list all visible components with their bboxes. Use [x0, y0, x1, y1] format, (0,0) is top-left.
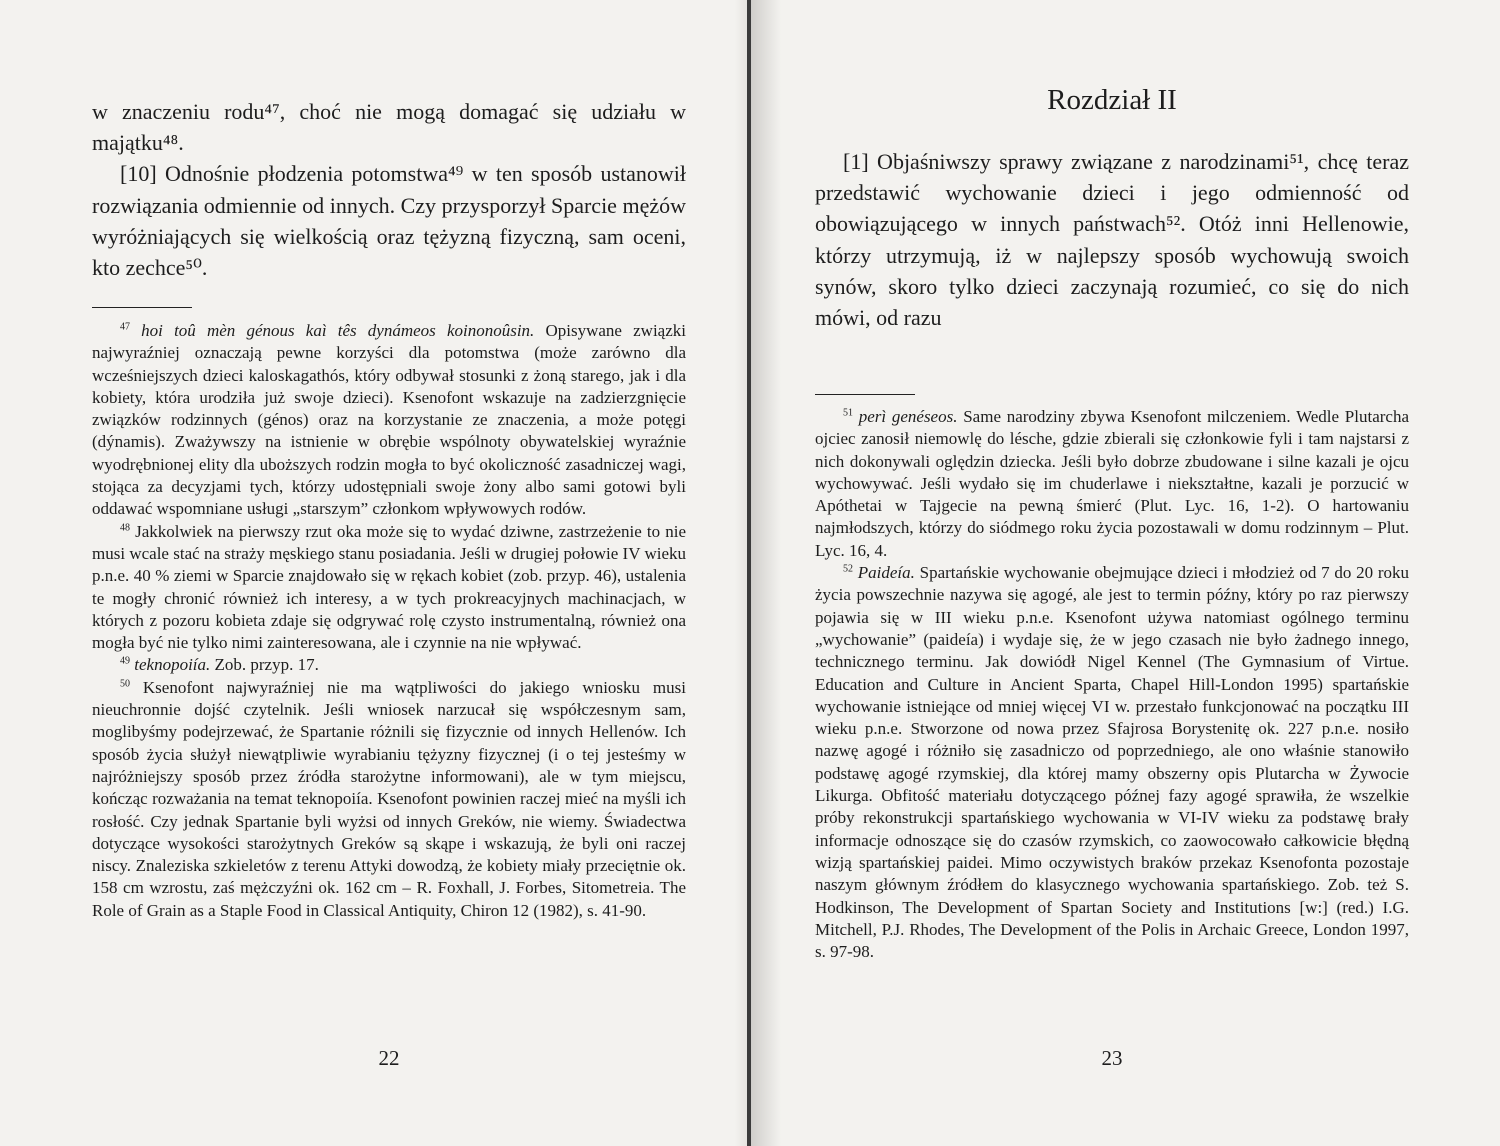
body-paragraph: [10] Odnośnie płodzenia potomstwa⁴⁹ w ten sposób ustanowił rozwiązania odmiennie od innych. Czy przysporzył Sparcie mężów wyróżniających się wielkością oraz tężyzną fizyczną, sam oceni, kto zechce⁵⁰.: [92, 161, 686, 281]
footnote-term: teknopoiía.: [134, 655, 211, 675]
footnote-separator: [92, 307, 192, 308]
footnote-text: Zob. przyp. 17.: [210, 655, 319, 675]
left-body-text: [92, 96, 686, 283]
footnote-49: [92, 654, 686, 676]
footnote-number: 50: [120, 678, 130, 690]
page-number: 23: [1101, 1046, 1123, 1070]
footnote-text: Ksenofont najwyraźniej nie ma wątpliwości do jakiego wniosku musi nieuchronnie dojść czytelnik. Jeśli wniosek narzucał się współczesnym sam, moglibyśmy podejrzewać, że Spartanie różnili się fizycznie od innych Hellenów. Ich sposób życia służył niewątpliwie wyrabianiu tężyzny fizycznej (i o tej jesteśmy w najróżniejszy sposób przez źródła starożytne informowani), ale w tym miejscu, kończąc rozważania na temat teknopoiía. Ksenofont powinien raczej mieć na myśli ich rosłość. Czy jednak Spartanie byli wyżsi od innych Greków, nie wiemy. Świadectwa dotyczące wysokości starożytnych Greków są skąpe i wskazują, że byli oni raczej niscy. Znaleziska szkieletów z terenu Attyki dowodzą, że kobiety miały przeciętnie ok. 158 cm wzrostu, zaś mężczyźni ok. 162 cm – R. Foxhall, J. Forbes, Sitometreia. The Role of Grain as a Staple Food in Classical Antiquity, Chiron 12 (1982), s. 41-90.: [92, 677, 686, 920]
footnote-term: Paideía.: [857, 563, 915, 583]
footnote-51: [815, 406, 1409, 562]
left-page: [92, 0, 686, 1146]
footnote-50: [92, 677, 686, 922]
right-body-text: [815, 146, 1409, 333]
footnote-52: [815, 562, 1409, 963]
footnote-number: 47: [120, 321, 130, 333]
page-number: 22: [378, 1046, 400, 1070]
footnote-text: Opisywane związki najwyraźniej oznaczają pewne korzyści dla potomstwa (może zarówno dla wcześniejszych dzieci kaloskagathós, który odbywał stosunki z żoną starego, jak i dla kobiety, która urodziła już swoje dzieci). Ksenofont wskazuje na zadzierzgnięcie związków rodzinnych (génos) oraz na korzystanie ze znaczenia, a może potęgi (dýnamis). Zważywszy na istnienie w obrębie wspólnoty obywatelskiej wyraźnie wyodrębnionej elity dla uboższych rodzin mogła to być okoliczność zasadniczej wagi, stojąca za decyzjami tych, którzy udostępniali swoje żony albo sami gotowi byli oddawać wspomniane usługi „starszym” członkom wpływowych rodów.: [92, 321, 686, 519]
body-paragraph: w znaczeniu rodu⁴⁷, choć nie mogą domagać się udziału w majątku⁴⁸.: [92, 99, 686, 156]
footnote-number: 52: [843, 563, 853, 575]
footnote-47: [92, 320, 686, 521]
right-footnotes: [815, 406, 1409, 963]
footnote-number: 51: [843, 407, 853, 419]
body-paragraph: [1] Objaśniwszy sprawy związane z narodzinami⁵¹, chcę teraz przedstawić wychowanie dzieci i jego odmienność od obowiązującego w innych państwach⁵². Otóż inni Hellenowie, którzy utrzymują, iż w najlepszy sposób wychowują swoich synów, skoro tylko dzieci zaczynają rozumieć, co się do nich mówi, od razu: [815, 149, 1409, 331]
footnote-term: hoi toû mèn génous kaì tês dynámeos koinonoûsin.: [141, 321, 535, 340]
footnote-text: Same narodziny zbywa Ksenofont milczeniem. Wedle Plutarcha ojciec zanosił niemowlę do lésche, gdzie zbierali się członkowie fyli i tam najstarsi z nich dokonywali oględzin dziecka. Jeśli było dobrze zbudowane i silne kazali je ojcu wychowywać. Jeśli wydało się im chuderlawe i niekształtne, kazali je porzucić w Apóthetai w Tajgecie na pewną śmierć (Plut. Lyc. 16, 1-2). O hartowaniu najmłodszych, którzy do siódmego roku życia pozostawali w domu rodzinnym – Plut. Lyc. 16, 4.: [815, 407, 1409, 560]
footnote-number: 49: [120, 655, 130, 667]
footnote-text: Spartańskie wychowanie obejmujące dzieci i młodzież od 7 do 20 roku życia powszechnie nazywa się agogé, ale jest to termin późny, który po raz pierwszy pojawia się w III wieku p.n.e. Ksenofont używa natomiast ogólnego terminu „wychowanie” (paideía) i wydaje się, że w jego czasach nie było żadnego innego, technicznego terminu. Jak dowiódł Nigel Kennel (The Gymnasium of Virtue. Education and Culture in Ancient Sparta, Chapel Hill-London 1995) spartańskie wychowanie istniejące od mniej więcej VI w. przestało funkcjonować na początku III wieku p.n.e. Stworzone od nowa przez Sfajrosa Borystenitę ok. 227 p.n.e. nosiło nazwę agogé i różniło się zasadniczo od poprzedniego, ale ono właśnie stanowiło podstawę agogé rzymskiej, dla której mamy obszerny opis Plutarcha w Żywocie Likurga. Obfitość materiału dotyczącego późnej fazy agogé sprawiła, że wszelkie próby rekonstrukcji spartańskiego wychowania w VI-IV wieku za podstawę brały informacje odnoszące się do czasów rzymskich, co zaowocowało całkowicie błędną wizją spartańskiej paidei. Mimo oczywistych braków przekaz Ksenofonta pozostaje naszym głównym źródłem do klasycznego wychowania spartańskiego. Zob. też S. Hodkinson, The Development of Spartan Society and Institutions [w:] (red.) I.G. Mitchell, P.J. Rhodes, The Development of the Polis in Archaic Greece, London 1997, s. 97-98.: [815, 563, 1409, 962]
page-gutter-shadow: [751, 0, 781, 1146]
left-footnotes: [92, 320, 686, 922]
chapter-title: Rozdział II: [1047, 84, 1177, 116]
footnote-term: perì genéseos.: [858, 407, 958, 426]
footnote-separator: [815, 394, 915, 395]
page-gutter: [735, 0, 747, 1146]
footnote-number: 48: [120, 522, 130, 534]
footnote-text: Jakkolwiek na pierwszy rzut oka może się to wydać dziwne, zastrzeżenie to nie musi wcale stać na straży męskiego stanu posiadania. Jeśli w drugiej połowie IV wieku p.n.e. 40 % ziemi w Sparcie znajdowało się w rękach kobiet (zob. przyp. 46), ustalenia te mogły chronić również ich interesy, a w tych prokreacyjnych machinacjach, w których z pozoru kobieta zdaje się odgrywać rolę czysto instrumentalną, również ona mogła być nie tylko nimi zainteresowana, ale i czynnie na nie wpływać.: [92, 521, 687, 653]
footnote-48: [92, 521, 686, 655]
right-page: [815, 0, 1409, 1146]
